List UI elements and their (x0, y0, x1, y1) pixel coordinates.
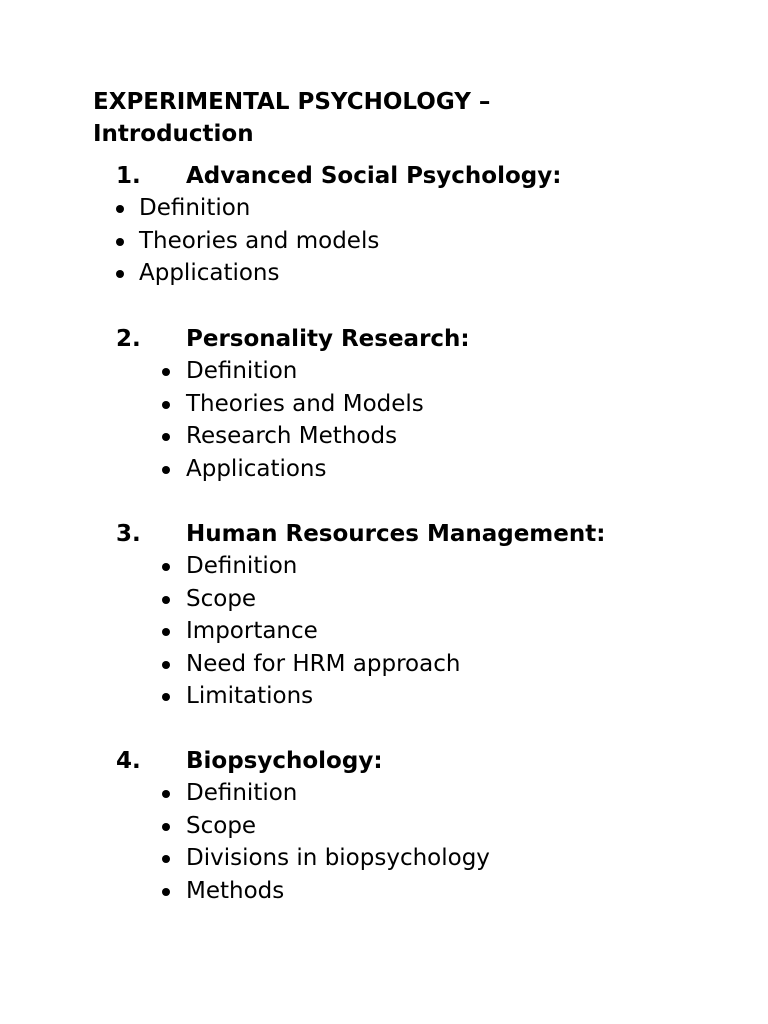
section-biopsychology (0, 745, 768, 907)
list-item (0, 192, 768, 225)
section-human-resources-management (0, 518, 768, 713)
bullet-list (0, 550, 768, 713)
bullet-list (0, 777, 768, 907)
list-item-text: Theories and Models (186, 390, 424, 417)
bullet-icon (116, 205, 124, 213)
bullet-list (0, 192, 768, 290)
list-item (0, 550, 768, 583)
section-heading-text: Biopsychology: (186, 748, 383, 774)
bullet-icon (162, 596, 170, 604)
bullet-icon (162, 401, 170, 409)
section-heading-text: Personality Research: (186, 326, 470, 352)
bullet-icon (162, 855, 170, 863)
list-item-text: Theories and models (139, 227, 380, 254)
list-item-text: Importance (186, 618, 318, 644)
list-item (0, 257, 768, 290)
section-advanced-social-psychology (0, 160, 768, 290)
section-heading-text: Advanced Social Psychology: (186, 163, 562, 189)
section-number: 4. (116, 748, 141, 774)
bullet-list (0, 355, 768, 485)
list-item (0, 388, 768, 421)
list-item (0, 583, 768, 616)
list-item-text: Limitations (186, 683, 314, 709)
section-number: 3. (116, 521, 141, 547)
section-number: 2. (116, 326, 141, 352)
bullet-icon (116, 238, 124, 246)
bullet-icon (116, 270, 124, 278)
list-item (0, 648, 768, 681)
list-item (0, 842, 768, 875)
section-heading (0, 745, 768, 777)
list-item (0, 810, 768, 843)
section-heading (0, 518, 768, 550)
bullet-icon (162, 368, 170, 376)
list-item-text: Research Methods (186, 423, 398, 449)
section-heading (0, 160, 768, 192)
list-item-text: Scope (186, 812, 257, 839)
bullet-icon (162, 466, 170, 474)
section-heading (0, 323, 768, 355)
list-item-text: Applications (186, 455, 327, 482)
list-item-text: Definition (186, 358, 298, 384)
section-personality-research (0, 323, 768, 485)
section-number: 1. (116, 163, 141, 189)
bullet-icon (162, 661, 170, 669)
bullet-icon (162, 823, 170, 831)
list-item-text: Need for HRM approach (186, 650, 461, 677)
list-item (0, 420, 768, 453)
list-item-text: Divisions in biopsychology (186, 845, 490, 871)
list-item-text: Methods (186, 877, 285, 904)
bullet-icon (162, 693, 170, 701)
list-item (0, 355, 768, 388)
list-item (0, 225, 768, 258)
bullet-icon (162, 433, 170, 441)
bullet-icon (162, 563, 170, 571)
list-item (0, 875, 768, 908)
section-heading-text: Human Resources Management: (186, 521, 606, 547)
bullet-icon (162, 888, 170, 896)
list-item-text: Scope (186, 585, 257, 612)
list-item-text: Definition (139, 195, 251, 221)
bullet-icon (162, 628, 170, 636)
list-item (0, 453, 768, 486)
list-item-text: Definition (186, 553, 298, 579)
document-title: EXPERIMENTAL PSYCHOLOGY – Introduction (93, 89, 491, 147)
list-item (0, 777, 768, 810)
list-item (0, 615, 768, 648)
bullet-icon (162, 790, 170, 798)
list-item-text: Applications (139, 260, 280, 286)
list-item-text: Definition (186, 780, 298, 806)
list-item (0, 680, 768, 713)
